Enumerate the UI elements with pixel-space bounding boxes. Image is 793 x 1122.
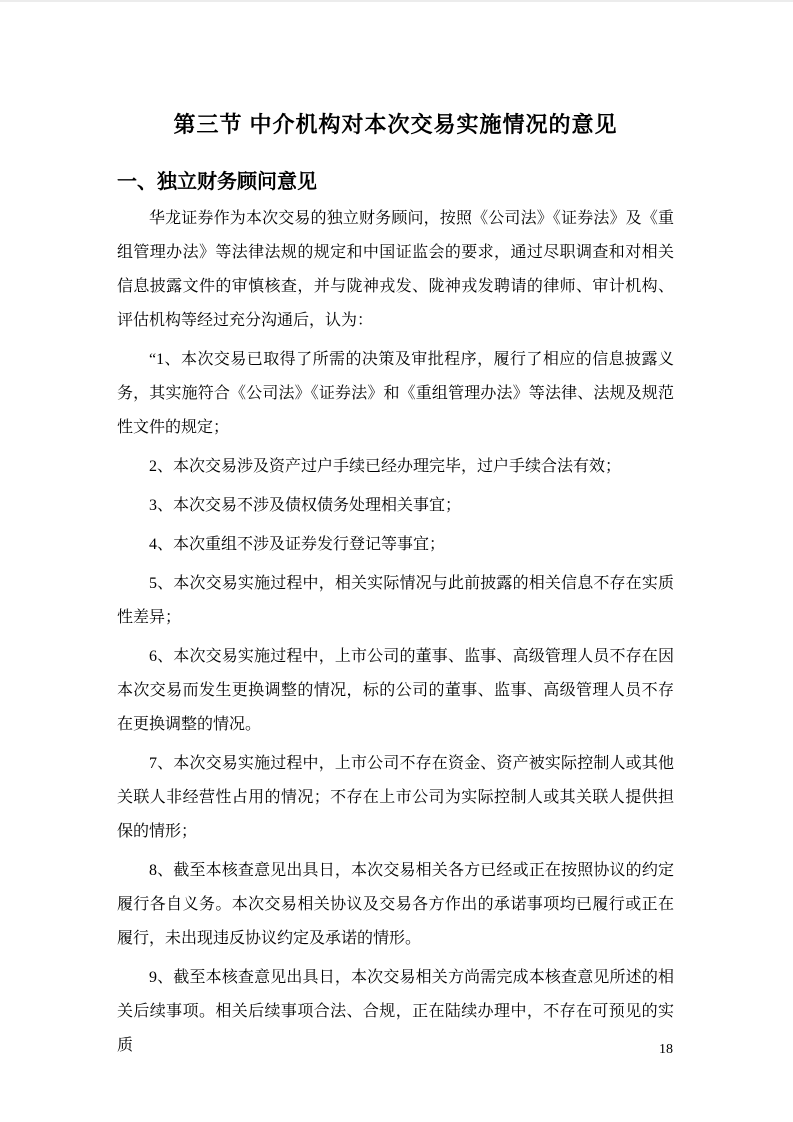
opinion-item-6: 6、本次交易实施过程中，上市公司的董事、监事、高级管理人员不存在因本次交易而发生更换调整的情况，标的公司的董事、监事、高级管理人员不存在更换调整的情况。: [117, 648, 674, 733]
heading-independent-financial-advisor-opinion: 一、独立财务顾问意见: [117, 171, 317, 193]
opinion-item-7: 7、本次交易实施过程中，上市公司不存在资金、资产被实际控制人或其他关联人非经营性占用的情况；不存在上市公司为实际控制人或其关联人提供担保的情形；: [117, 755, 674, 840]
intro-paragraph: 华龙证券作为本次交易的独立财务顾问，按照《公司法》《证券法》及《重组管理办法》等法律法规的规定和中国证监会的要求，通过尽职调查和对相关信息披露文件的审慎核查，并与陇神戎发、陇神戎发聘请的律师、审计机构、评估机构等经过充分沟通后，认为：: [117, 210, 674, 329]
opinion-item-8: 8、截至本核查意见出具日，本次交易相关各方已经或正在按照协议的约定履行各自义务。本次交易相关协议及交易各方作出的承诺事项均已履行或正在履行，未出现违反协议约定及承诺的情形。: [117, 862, 674, 947]
page-number: 18: [659, 1042, 673, 1057]
opinion-item-3: 3、本次交易不涉及债权债务处理相关事宜；: [149, 497, 462, 514]
opinion-item-5: 5、本次交易实施过程中，相关实际情况与此前披露的相关信息不存在实质性差异；: [117, 575, 674, 626]
document-body: [117, 202, 674, 1063]
section-title: 第三节 中介机构对本次交易实施情况的意见: [173, 112, 618, 137]
opinion-item-4: 4、本次重组不涉及证券发行登记等事宜；: [149, 536, 446, 553]
opinion-item-9: 9、截至本核查意见出具日，本次交易相关方尚需完成本核查意见所述的相关后续事项。相关后续事项合法、合规，正在陆续办理中，不存在可预见的实质: [117, 969, 674, 1054]
opinion-item-1: “1、本次交易已取得了所需的决策及审批程序，履行了相应的信息披露义务，其实施符合《公司法》《证券法》和《重组管理办法》等法律、法规及规范性文件的规定；: [117, 351, 674, 436]
opinion-item-2: 2、本次交易涉及资产过户手续已经办理完毕，过户手续合法有效；: [149, 458, 622, 475]
